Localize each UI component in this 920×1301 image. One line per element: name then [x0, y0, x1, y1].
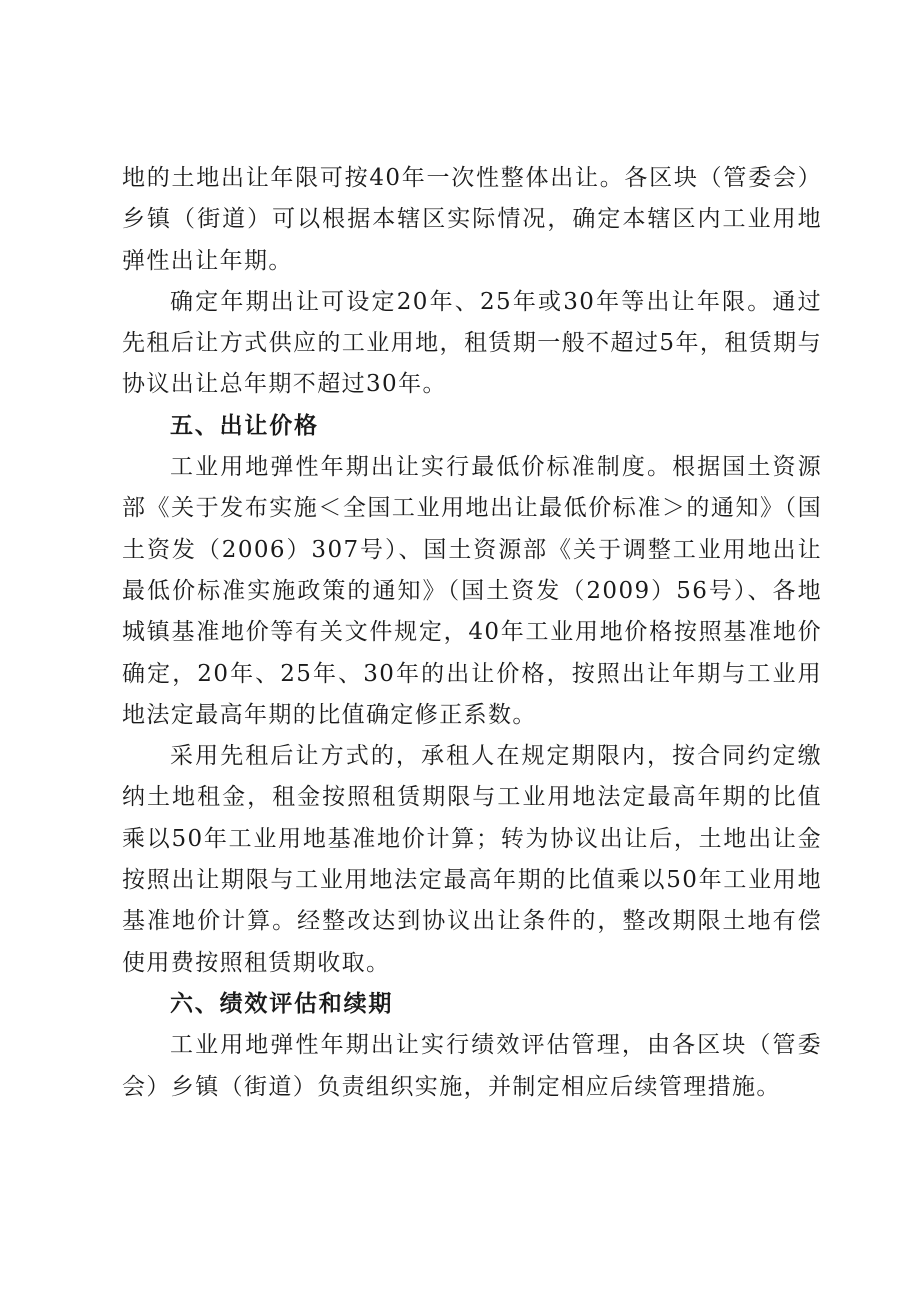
- document-body: [122, 158, 822, 1108]
- section-heading-performance-evaluation: 六、绩效评估和续期: [170, 990, 394, 1017]
- section-heading-transfer-price: 五、出让价格: [170, 412, 319, 439]
- paragraph-land-term-continuation: 地的土地出让年限可按40年一次性整体出让。各区块（管委会）乡镇（街道）可以根据本辖区实际情况，确定本辖区内工业用地弹性出让年期。: [122, 165, 822, 274]
- paragraph-minimum-price-standard: 工业用地弹性年期出让实行最低价标准制度。根据国土资源部《关于发布实施＜全国工业用地出让最低价标准＞的通知》（国土资发（2006）307号）、国土资源部《关于调整工业用地出让最低价标准实施政策的通知》（国土资发（2009）56号）、各地城镇基准地价等有关文件规定，40年工业用地价格按照基准地价确定，20年、25年、30年的出让价格，按照出让年期与工业用地法定最高年期的比值确定修正系数。: [122, 454, 822, 728]
- paragraph-fixed-term-transfer: 确定年期出让可设定20年、25年或30年等出让年限。通过先租后让方式供应的工业用地，租赁期一般不超过5年，租赁期与协议出让总年期不超过30年。: [122, 288, 822, 398]
- paragraph-lease-then-transfer: 采用先租后让方式的，承租人在规定期限内，按合同约定缴纳土地租金，租金按照租赁期限与工业用地法定最高年期的比值乘以50年工业用地基准地价计算；转为协议出让后，土地出让金按照出让期限与工业用地法定最高年期的比值乘以50年工业用地基准地价计算。经整改达到协议出让条件的，整改期限土地有偿使用费按照租赁期收取。: [122, 743, 822, 976]
- paragraph-performance-management: 工业用地弹性年期出让实行绩效评估管理，由各区块（管委会）乡镇（街道）负责组织实施，并制定相应后续管理措施。: [122, 1032, 822, 1100]
